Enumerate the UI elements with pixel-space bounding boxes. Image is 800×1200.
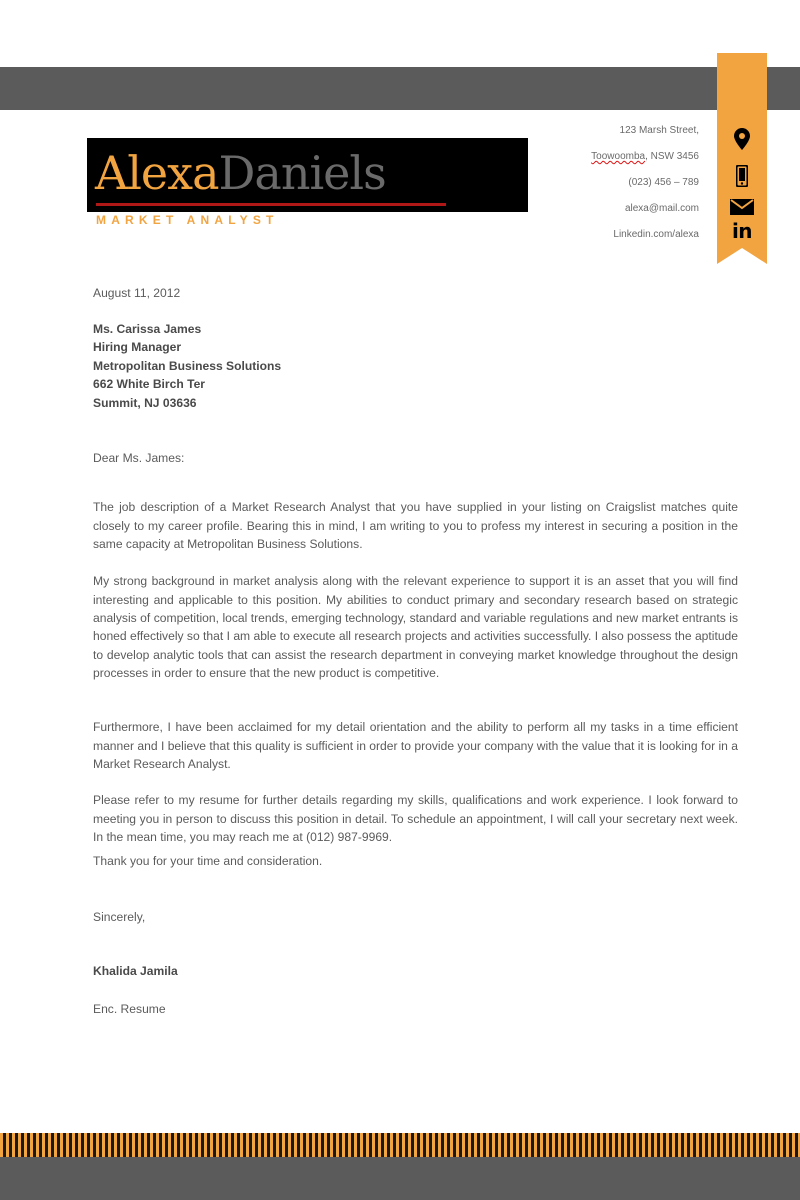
last-name: Daniels xyxy=(218,146,386,200)
signature: Khalida Jamila xyxy=(93,964,178,978)
contact-ribbon xyxy=(717,53,767,264)
contact-city xyxy=(591,150,699,176)
thanks-line: Thank you for your time and consideration. xyxy=(93,854,323,868)
enclosure: Enc. Resume xyxy=(93,1002,166,1016)
closing: Sincerely, xyxy=(93,910,146,924)
letter-date: August 11, 2012 xyxy=(93,286,181,300)
recipient-company: Metropolitan Business Solutions xyxy=(93,358,282,373)
contact-email[interactable]: alexa@mail.com xyxy=(624,203,699,214)
email-icon xyxy=(730,195,754,219)
body-paragraph-4: Please refer to my resume for further details regarding my skills, qualifications and work experience. I look forward to meeting you in person to discuss this position in detail. To schedule an appointment, I will call your secretary next week. In the mean time, you may reach me at (012) 987-9969. xyxy=(93,793,738,844)
recipient-title: Hiring Manager xyxy=(93,340,182,355)
contact-state: , NSW 3456 xyxy=(645,151,699,162)
name-underline xyxy=(96,203,446,206)
applicant-name xyxy=(95,142,386,204)
header-bar xyxy=(0,67,800,110)
contact-phone: (023) 456 – 789 xyxy=(628,177,699,188)
location-icon xyxy=(730,127,754,151)
phone-icon xyxy=(730,164,754,188)
body-paragraph-3: Furthermore, I have been acclaimed for my detail orientation and the ability to perform all my tasks in a time efficient manner and I believe that this quality is sufficient in order to provide your company with the value that it is looking for in a Market Research Analyst. xyxy=(93,720,738,771)
contact-linkedin[interactable]: Linkedin.com/alexa xyxy=(613,229,699,240)
footer-stripes xyxy=(0,1133,800,1157)
contact-street: 123 Marsh Street, xyxy=(619,125,699,136)
body-paragraph-2: My strong background in market analysis along with the relevant experience to support it is an asset that you will find interesting and applicable to this position. My abilities to conduct primary and secondary research based on strategic analysis of competition, local trends, emerging technology, standard and variable regulations and new market entrants is honed effectively so that I am able to execute all research projects and activities successfully. I also possess the aptitude to develop analytic tools that can assist the research department in conveying market knowledge throughout the design processes in order to ensure that the new product is competitive. xyxy=(93,574,738,681)
salutation: Dear Ms. James: xyxy=(93,451,185,465)
recipient-address xyxy=(93,320,281,412)
footer-bar xyxy=(0,1157,800,1200)
linkedin-icon: in xyxy=(731,219,753,243)
first-name: Alexa xyxy=(95,146,219,200)
recipient-city: Summit, NJ 03636 xyxy=(93,395,197,410)
recipient-street: 662 White Birch Ter xyxy=(93,377,206,392)
contact-suburb: Toowoomba xyxy=(591,151,646,162)
job-title: MARKET ANALYST xyxy=(96,213,279,227)
body-paragraph-1: The job description of a Market Research Analyst that you have supplied in your listing on Craigslist matches quite closely to my career profile. Bearing this in mind, I am writing to you to profess my interest in securing a position in the same capacity at Metropolitan Business Solutions. xyxy=(93,500,738,551)
name-banner xyxy=(87,138,528,212)
contact-details xyxy=(591,124,699,254)
recipient-name: Ms. Carissa James xyxy=(93,322,202,336)
